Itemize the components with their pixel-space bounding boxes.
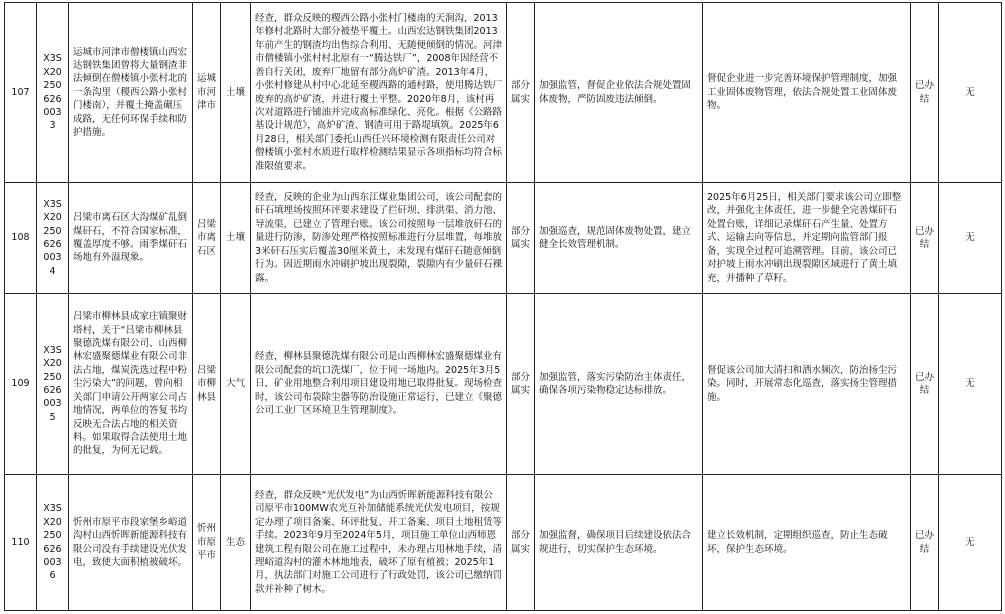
table-row (5, 183, 1002, 294)
handling-measures: 加强监管，督促企业依法合规处置固体废物，严防固废违法倾倒。 (535, 3, 703, 183)
verification-verdict: 部分属实 (507, 3, 535, 183)
accountability: 无 (939, 475, 1002, 611)
administrative-area: 吕梁市柳林县 (193, 294, 221, 475)
pollution-type: 土壤 (221, 3, 251, 183)
verification-verdict: 部分属实 (507, 475, 535, 611)
case-id: X3SX202506260033 (37, 3, 69, 183)
complaint-text: 吕梁市离石区大沟煤矿乱倒煤矸石，不符合国家标准，覆盖厚度不够。雨季煤矸石场地有外溢现象。 (69, 183, 193, 294)
verification-verdict: 部分属实 (507, 183, 535, 294)
administrative-area: 运城市河津市 (193, 3, 221, 183)
complaint-text: 吕梁市柳林县成家庄镇聚财塔村，关于“吕梁市柳林县聚德洗煤有限公司、山西柳林宏盛聚德煤业有限公司非法占地，煤炭洗选过程中粉尘污染大”的问题，曾向相关部门申请公开两家公司占地情况，两单位的答复书均反映无合法占地的相关资料。如果取得合法使用土地的批复，为何无记载。 (69, 294, 193, 475)
handling-measures: 加强监管，落实污染防治主体责任，确保各项污染物稳定达标排放。 (535, 294, 703, 475)
pollution-type: 大气 (221, 294, 251, 475)
table-row (5, 294, 1002, 475)
investigation-findings: 经查，群众反映“光伏发电”为山西忻晖新能源科技有限公司原平市100MW农光互补加储能系统光伏发电项目，按规定办理了项目备案、环评批复、开工备案、项目土地租赁等手续。2023年9月至2024年5月，项目施工单位山西师恩建筑工程有限公司在施工过程中，未办理占用林地手续，清理峪道沟村的灌木林地地表，破坏了原有植被；2025年1月，执法部门对施工公司进行了行政处罚，该公司已缴纳罚款并补种了树木。 (251, 475, 507, 611)
pollution-type: 生态 (221, 475, 251, 611)
case-id: X3SX202506260036 (37, 475, 69, 611)
administrative-area: 忻州市原平市 (193, 475, 221, 611)
investigation-findings: 经查，群众反映的稷西公路小张村门楼南的天涧沟，2013年修村北路时大部分被垫平覆土。山西宏达钢铁集团2013年前产生的钢渣均出售综合利用、无随便倾倒的情况。河津市僧楼镇小张村村北原有一“腾达铁厂”，2008年因经营不善自行关闭，废弃厂地留有部分高炉矿渣。2013年4月，小张村修建从村中心北延至稷西路的通村路，使用腾达铁厂废弃的高炉矿渣，并进行覆土平整。2020年8月，该村再次对道路进行铺油并完成高标准绿化、亮化。根据《公路路基设计规范》，高炉矿渣、钢渣可用于路堤填筑。2025年6月28日，相关部门委托山西任兴环境检测有限责任公司对僧楼镇小张村水质进行取样检测结果显示各项指标均符合标准限值要求。 (251, 3, 507, 183)
rectification-status: 建立长效机制，定期组织巡查，防止生态破坏，保护生态环境。 (703, 475, 911, 611)
handling-measures: 加强巡查，规范固体废物处置，建立健全长效管理机制。 (535, 183, 703, 294)
verification-verdict: 部分属实 (507, 294, 535, 475)
complaint-text: 忻州市原平市段家堡乡峪道沟村山西忻晖新能源科技有限公司没有手续建设光伏发电，致使大面积植被破坏。 (69, 475, 193, 611)
investigation-findings: 经查，反映的企业为山西东江煤业集团公司，该公司配套的矸石填埋场按照环评要求建设了拦矸坝、排洪渠、消力池、导流渠，已建立了管理台账。该公司按照每一层堆放矸石的量进行防渗，防渗处理严格按照标准进行分层堆置，每堆放3米矸石压实后覆盖30厘米黄土，未发现有煤矸石随意倾倒行为。因近期雨水冲刷护坡出现裂隙，裂隙内有少量矸石裸露。 (251, 183, 507, 294)
table-row (5, 3, 1002, 183)
row-number: 107 (5, 3, 37, 183)
complaint-text: 运城市河津市僧楼镇山西宏达钢铁集团曾将大量钢渣非法倾倒在僧楼镇小张村北的一条沟里（稷西公路小张村门楼南），并覆土掩盖碾压成路，无任何环保手续和防护措施。 (69, 3, 193, 183)
row-number: 108 (5, 183, 37, 294)
completion-status: 已办结 (911, 475, 939, 611)
administrative-area: 吕梁市离石区 (193, 183, 221, 294)
rectification-status: 2025年6月25日，相关部门要求该公司立即整改，并强化主体责任，进一步健全完善煤矸石处置台账，详细记录煤矸石产生量、处置方式、运输去向等信息，并定期向监管部门报备，实现全过程可追溯管理。目前，该公司已对护坡上雨水冲刷出现裂隙区域进行了黄土填充，并播种了草籽。 (703, 183, 911, 294)
case-id: X3SX202506260034 (37, 183, 69, 294)
row-number: 110 (5, 475, 37, 611)
case-table (4, 2, 1002, 611)
accountability: 无 (939, 3, 1002, 183)
pollution-type: 土壤 (221, 183, 251, 294)
case-id: X3SX202506260035 (37, 294, 69, 475)
table-row (5, 475, 1002, 611)
handling-measures: 加强监督，确保项目后续建设依法合规进行，切实保护生态环境。 (535, 475, 703, 611)
investigation-findings: 经查，柳林县聚德洗煤有限公司是山西柳林宏盛聚德煤业有限公司配套的坑口洗煤厂，位于同一场地内。2025年3月5日，矿业用地整合利用项目建设用地已取得批复。现场检查时，该公司布袋除尘器等防治设施正常运行，已建立《聚德公司工业厂区环境卫生管理制度》。 (251, 294, 507, 475)
accountability: 无 (939, 183, 1002, 294)
case-rows (5, 3, 1002, 611)
completion-status: 已办结 (911, 294, 939, 475)
completion-status: 已办结 (911, 3, 939, 183)
rectification-status: 督促企业进一步完善环境保护管理制度，加强工业固体废物管理，依法合规处置工业固体废物。 (703, 3, 911, 183)
rectification-status: 督促该公司加大清扫和洒水频次，防治扬尘污染。同时，开展常态化巡查，落实扬尘管理措施。 (703, 294, 911, 475)
row-number: 109 (5, 294, 37, 475)
accountability: 无 (939, 294, 1002, 475)
completion-status: 已办结 (911, 183, 939, 294)
